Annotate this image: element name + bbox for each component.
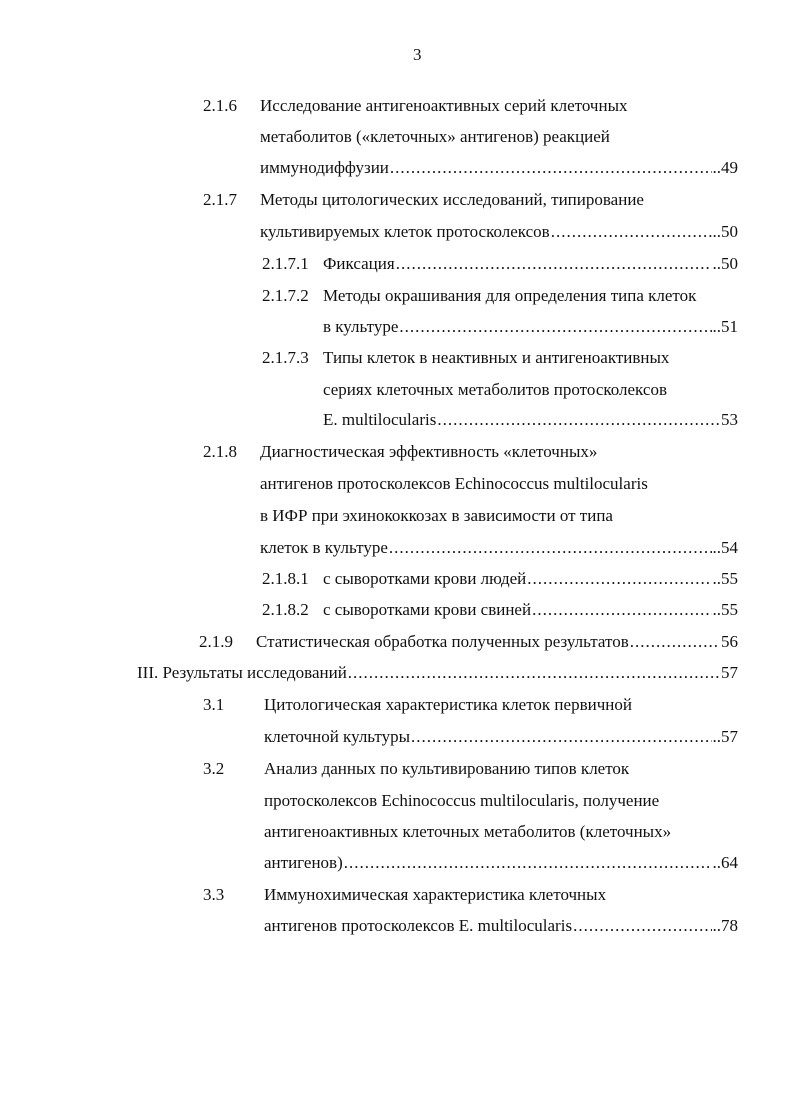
- entry-title-line: в ИФР при эхинококкозах в зависимости от типа: [260, 506, 613, 525]
- leader-dots: [630, 632, 720, 652]
- entry-page: ..78: [712, 916, 738, 935]
- entry-number: 2.1.6: [203, 96, 237, 115]
- entry-page: ..49: [712, 158, 738, 177]
- entry-title-line: Методы цитологических исследований, типирование: [260, 190, 644, 209]
- leader-dots: [396, 254, 712, 274]
- entry-title-line: Диагностическая эффективность «клеточных»: [260, 442, 598, 461]
- toc-entry-row: [264, 727, 738, 747]
- entry-title-line: Цитологическая характеристика клеток первичной: [264, 695, 632, 714]
- entry-number: 3.2: [203, 759, 225, 778]
- toc-entry-row: [260, 538, 738, 558]
- entry-page: ..55: [712, 569, 738, 588]
- leader-dots: [399, 317, 711, 337]
- entry-title-line: иммунодиффузии: [260, 158, 389, 177]
- entry-page: 57: [721, 663, 738, 682]
- toc-entry-row: [323, 317, 738, 337]
- entry-page: ..55: [712, 600, 738, 619]
- entry-title-line: метаболитов («клеточных» антигенов) реакцией: [260, 127, 610, 146]
- entry-title-line: культивируемых клеток протосколексов: [260, 222, 550, 241]
- toc-entry-row: [323, 254, 738, 274]
- entry-title-line: Исследование антигеноактивных серий клеточных: [260, 96, 628, 115]
- toc-entry-row: [256, 632, 738, 652]
- entry-title-line: антигенов протосколексов Echinococcus multilocularis: [260, 474, 648, 493]
- toc-entry-row: [260, 222, 738, 242]
- toc-entry-row: [323, 410, 738, 430]
- leader-dots: [344, 853, 712, 873]
- entry-number: 2.1.8.1: [262, 569, 309, 588]
- entry-title-line: антигеноактивных клеточных метаболитов (клеточных»: [264, 822, 672, 841]
- entry-number: 2.1.8: [203, 442, 237, 461]
- entry-page: ..50: [712, 222, 738, 241]
- entry-page: ..64: [712, 853, 738, 872]
- toc-entry-row: [323, 569, 738, 589]
- entry-page: ..54: [712, 538, 738, 557]
- entry-page: ..51: [712, 317, 738, 336]
- entry-number: 2.1.7.3: [262, 348, 309, 367]
- toc-entry-row: [323, 600, 738, 620]
- toc-chapter-row: [137, 663, 738, 683]
- entry-page: 56: [721, 632, 738, 651]
- entry-title-line: E. multilocularis: [323, 410, 437, 429]
- leader-dots: [532, 600, 711, 620]
- leader-dots: [573, 916, 711, 936]
- entry-title-line: Типы клеток в неактивных и антигеноактивных: [323, 348, 670, 367]
- entry-title-line: антигенов): [264, 853, 343, 872]
- toc-entry-row: [264, 916, 738, 936]
- leader-dots: [551, 222, 712, 242]
- leader-dots: [348, 663, 720, 683]
- entry-title-line: Статистическая обработка полученных результатов: [256, 632, 629, 651]
- entry-title-line: Методы окрашивания для определения типа клеток: [323, 286, 697, 305]
- toc-entry-row: [260, 158, 738, 178]
- entry-number: 2.1.7: [203, 190, 237, 209]
- entry-title-line: антигенов протосколексов E. multilocularis: [264, 916, 573, 935]
- entry-title-line: Анализ данных по культивированию типов клеток: [264, 759, 630, 778]
- entry-title-line: сериях клеточных метаболитов протосколексов: [323, 380, 667, 399]
- page-number: 3: [413, 45, 422, 64]
- leader-dots: [411, 727, 711, 747]
- entry-page: 53: [721, 410, 738, 429]
- chapter-title: III. Результаты исследований: [137, 663, 347, 682]
- entry-number: 3.1: [203, 695, 225, 714]
- entry-number: 2.1.7.1: [262, 254, 309, 273]
- leader-dots: [437, 410, 720, 430]
- leader-dots: [389, 538, 712, 558]
- entry-page: ..50: [712, 254, 738, 273]
- entry-title-line: в культуре: [323, 317, 399, 336]
- entry-title-line: с сыворотками крови людей: [323, 569, 527, 588]
- entry-number: 3.3: [203, 885, 225, 904]
- entry-title-line: клеток в культуре: [260, 538, 388, 557]
- toc-entry-row: [264, 853, 738, 873]
- entry-number: 2.1.8.2: [262, 600, 309, 619]
- leader-dots: [390, 158, 712, 178]
- entry-page: ..57: [712, 727, 738, 746]
- entry-number: 2.1.7.2: [262, 286, 309, 305]
- entry-title-line: Фиксация: [323, 254, 395, 273]
- leader-dots: [527, 569, 711, 589]
- entry-title-line: протосколексов Echinococcus multilocularis, получение: [264, 791, 660, 810]
- entry-title-line: Иммунохимическая характеристика клеточных: [264, 885, 607, 904]
- entry-title-line: с сыворотками крови свиней: [323, 600, 532, 619]
- entry-number: 2.1.9: [199, 632, 233, 651]
- entry-title-line: клеточной культуры: [264, 727, 411, 746]
